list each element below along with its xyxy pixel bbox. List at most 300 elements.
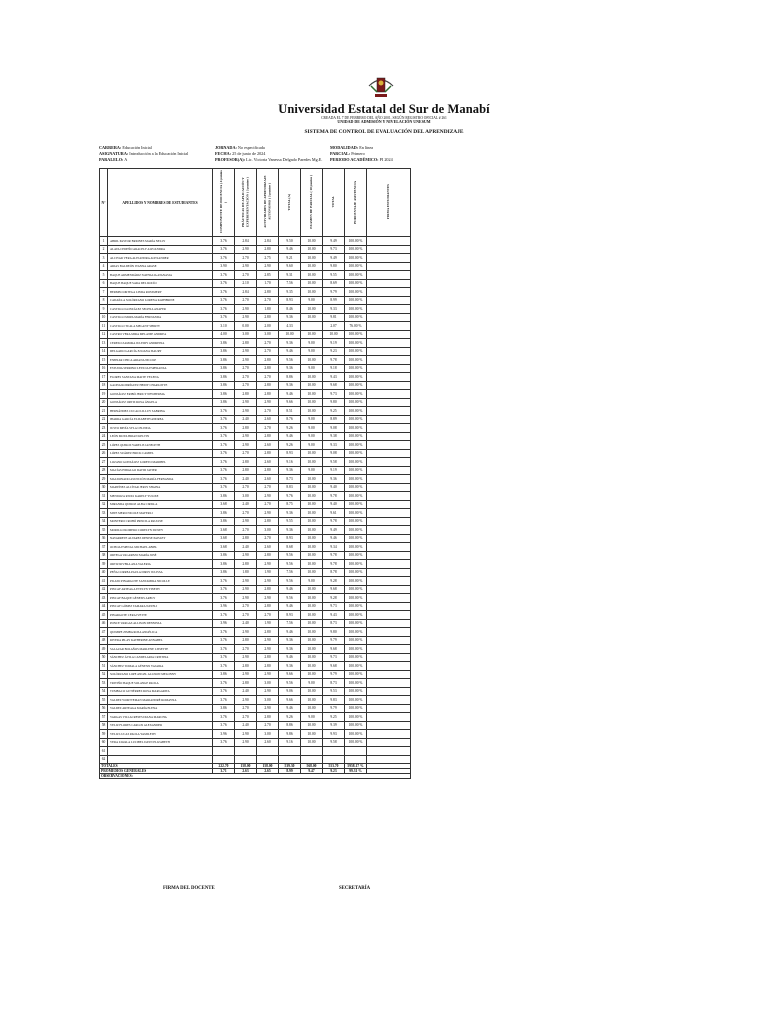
grade-cell: 10.00 xyxy=(301,534,323,543)
grade-cell: 3.76 xyxy=(213,662,235,671)
grade-cell: 9.56 xyxy=(279,356,301,365)
table-row xyxy=(100,747,411,756)
table-row xyxy=(100,687,411,696)
row-number: 28 xyxy=(100,466,108,475)
student-name: LÓPEZ QUIROZ YARELIS JANELETH xyxy=(108,441,213,450)
grade-cell xyxy=(301,755,323,764)
grade-cell: 3.76 xyxy=(213,407,235,416)
student-name: MONTERO CROHÓ PRISCILA PAULISE xyxy=(108,517,213,526)
grade-cell: 2.90 xyxy=(235,432,257,441)
grade-cell: 2.70 xyxy=(257,407,279,416)
grade-cell: 2.80 xyxy=(257,602,279,611)
grade-cell: 9.73 xyxy=(323,653,345,662)
row-number: 42 xyxy=(100,585,108,594)
row-number: 54 xyxy=(100,687,108,696)
grade-cell: 2.70 xyxy=(235,364,257,373)
grade-cell: 9.08 xyxy=(323,424,345,433)
grade-cell: 10.00 xyxy=(301,356,323,365)
table-row xyxy=(100,271,411,280)
row-number: 51 xyxy=(100,662,108,671)
row-number: 5 xyxy=(100,271,108,280)
grade-cell: 2.90 xyxy=(235,594,257,603)
grade-cell: 100.00 % xyxy=(345,254,367,263)
grade-cell: 2.60 xyxy=(257,475,279,484)
table-row xyxy=(100,381,411,390)
grade-cell: 8.99 xyxy=(323,296,345,305)
grade-cell: 9.78 xyxy=(323,517,345,526)
paralelo-value: A xyxy=(124,157,128,162)
grade-cell: 9.80 xyxy=(323,628,345,637)
signature-cell xyxy=(367,432,411,441)
grade-cell: 2.90 xyxy=(235,305,257,314)
grade-cell: 2.90 xyxy=(235,398,257,407)
row-number: 39 xyxy=(100,560,108,569)
student-name: IBARRA GARCÍA ELIZABETH ANDREA xyxy=(108,415,213,424)
table-row xyxy=(100,262,411,271)
table-row xyxy=(100,398,411,407)
grade-cell: 2.80 xyxy=(257,432,279,441)
row-number: 17 xyxy=(100,373,108,382)
row-number: 32 xyxy=(100,500,108,509)
parcial-value: Primero xyxy=(351,151,365,156)
grade-cell: 9.49 xyxy=(323,237,345,246)
grade-cell: 8.73 xyxy=(323,679,345,688)
signature-cell xyxy=(367,560,411,569)
student-name: DELGADO GARCÍA JULIANA ISAURY xyxy=(108,347,213,356)
student-name: MITE MERO NICOLE MAYERLI xyxy=(108,509,213,518)
table-row xyxy=(100,279,411,288)
grade-cell: 9.80 xyxy=(323,398,345,407)
grade-cell: 2.40 xyxy=(235,415,257,424)
grade-cell: 2.84 xyxy=(235,237,257,246)
grade-cell: 1.90 xyxy=(257,619,279,628)
jornada-label: JORNADA: xyxy=(215,145,237,150)
student-name: QUIMIPE ZIMBA ROSA ANGÉLICA xyxy=(108,628,213,637)
grade-cell: 3.76 xyxy=(213,296,235,305)
table-row xyxy=(100,449,411,458)
grade-cell: 10.00 xyxy=(301,492,323,501)
grade-cell: 9.36 xyxy=(279,526,301,535)
grade-cell: 2.70 xyxy=(235,704,257,713)
table-row xyxy=(100,356,411,365)
student-name: MENDOZA RIVAS KARELY YULIXE xyxy=(108,492,213,501)
grade-cell: 2.80 xyxy=(257,288,279,297)
grade-cell: 10.00 xyxy=(301,543,323,552)
student-name: JUSTO MEJÍA SYLA CELINDA xyxy=(108,424,213,433)
grade-cell xyxy=(345,755,367,764)
grade-cell: 10.00 xyxy=(301,407,323,416)
grade-cell: 100.00 % xyxy=(345,568,367,577)
grade-cell: 100.00 % xyxy=(345,237,367,246)
grade-cell: 9.26 xyxy=(279,424,301,433)
table-row xyxy=(100,653,411,662)
grade-cell: 2.80 xyxy=(235,636,257,645)
signature-cell xyxy=(367,322,411,331)
grade-cell: 2.80 xyxy=(257,653,279,662)
grade-cell: 9.36 xyxy=(279,509,301,518)
total-cell: 222.70 xyxy=(213,764,235,769)
grade-cell: 9.53 xyxy=(323,687,345,696)
table-row xyxy=(100,670,411,679)
signature-cell xyxy=(367,526,411,535)
grade-cell: 9.68 xyxy=(323,645,345,654)
student-name: CADAÍLLA SOLÓRZANO LORENA KATHERINE xyxy=(108,296,213,305)
grade-cell: 2.80 xyxy=(257,449,279,458)
grade-cell: 10.00 xyxy=(301,398,323,407)
grade-cell: 9.76 xyxy=(279,492,301,501)
grade-cell: 100.00 % xyxy=(345,296,367,305)
grade-cell: 100.00 % xyxy=(345,738,367,747)
grade-cell: 9.33 xyxy=(323,441,345,450)
grade-cell: 2.90 xyxy=(235,577,257,586)
grade-cell: 2.80 xyxy=(235,560,257,569)
row-number: 46 xyxy=(100,619,108,628)
signature-cell xyxy=(367,687,411,696)
grade-cell: 9.36 xyxy=(279,381,301,390)
row-number: 2 xyxy=(100,245,108,254)
grade-cell: 9.19 xyxy=(323,466,345,475)
grade-cell: 9.79 xyxy=(323,670,345,679)
signature-cell xyxy=(367,356,411,365)
grade-cell: 3.76 xyxy=(213,424,235,433)
student-name: LEÓN MOYA BRIAN KELVIN xyxy=(108,432,213,441)
grade-cell: 100.00 % xyxy=(345,704,367,713)
row-number: 7 xyxy=(100,288,108,297)
row-number: 47 xyxy=(100,628,108,637)
jornada-value: No especificada xyxy=(237,145,265,150)
student-name: PINARGOTE CERA IVETTE xyxy=(108,611,213,620)
grade-cell: 2.70 xyxy=(257,296,279,305)
grade-cell xyxy=(235,747,257,756)
grade-cell: 4.00 xyxy=(213,330,235,339)
grade-cell: 3.76 xyxy=(213,687,235,696)
total-cell: 553.70 xyxy=(323,764,345,769)
signature-cell xyxy=(367,449,411,458)
grade-cell xyxy=(257,747,279,756)
carrera-value: Educación Inicial xyxy=(122,145,152,150)
signature-cell xyxy=(367,305,411,314)
grade-cell: 3.00 xyxy=(257,330,279,339)
grade-cell: 2.70 xyxy=(235,483,257,492)
grade-cell: 9.46 xyxy=(279,704,301,713)
grade-cell: 10.00 xyxy=(301,611,323,620)
info-column-2 xyxy=(215,145,322,163)
grade-cell: 9.28 xyxy=(323,577,345,586)
grade-cell: 8.89 xyxy=(323,415,345,424)
university-logo xyxy=(361,72,401,102)
row-number: 57 xyxy=(100,713,108,722)
signature-cell xyxy=(367,390,411,399)
row-number: 55 xyxy=(100,696,108,705)
grade-cell: 9.56 xyxy=(279,577,301,586)
student-name: ESPINAR CHICA ARIANA NICOLE xyxy=(108,356,213,365)
grade-cell: 9.31 xyxy=(279,271,301,280)
row-number: 14 xyxy=(100,347,108,356)
grade-cell: 3.86 xyxy=(213,347,235,356)
table-row xyxy=(100,636,411,645)
row-number: 19 xyxy=(100,390,108,399)
average-cell: 9.47 xyxy=(301,769,323,774)
table-row xyxy=(100,560,411,569)
grade-cell: 10.00 xyxy=(301,730,323,739)
signature-cell xyxy=(367,747,411,756)
grade-cell: 3.86 xyxy=(213,509,235,518)
grade-cell: 100.00 % xyxy=(345,390,367,399)
grade-cell: 3.68 xyxy=(213,526,235,535)
signature-cell xyxy=(367,237,411,246)
grade-cell: 8.51 xyxy=(279,407,301,416)
row-number: 21 xyxy=(100,407,108,416)
signature-cell xyxy=(367,611,411,620)
grade-cell: 100.00 % xyxy=(345,441,367,450)
grade-cell: 2.80 xyxy=(257,585,279,594)
grade-cell: 9.36 xyxy=(279,313,301,322)
grade-cell: 2.80 xyxy=(235,458,257,467)
table-row xyxy=(100,313,411,322)
row-number: 12 xyxy=(100,330,108,339)
grade-cell: 100.00 % xyxy=(345,509,367,518)
row-number: 11 xyxy=(100,322,108,331)
student-name: MARTÍNEZ ALCÍVAR JERLY SHAINA xyxy=(108,483,213,492)
grade-cell: 9.46 xyxy=(279,347,301,356)
header-autonomo xyxy=(257,169,279,237)
signature-cell xyxy=(367,585,411,594)
grade-cell: 2.80 xyxy=(235,662,257,671)
averages-label: PROMEDIOS GENERALES xyxy=(100,769,213,774)
grade-cell: 3.76 xyxy=(213,679,235,688)
asignatura-label: ASIGNATURA: xyxy=(99,151,129,156)
grade-cell: 9.56 xyxy=(279,594,301,603)
grade-cell: 100.00 % xyxy=(345,611,367,620)
grade-cell: 100.00 % xyxy=(345,466,367,475)
grade-cell: 10.00 xyxy=(279,330,301,339)
student-name: HERNÁNDEZ CUCAO LILLUY SABRINA xyxy=(108,407,213,416)
grade-cell: 100.00 % xyxy=(345,670,367,679)
signature-cell xyxy=(367,288,411,297)
row-number: 37 xyxy=(100,543,108,552)
grade-cell: 10.00 xyxy=(301,551,323,560)
grade-cell: 3.68 xyxy=(213,534,235,543)
grade-cell: 2.70 xyxy=(235,449,257,458)
grade-cell: 7.56 xyxy=(279,619,301,628)
table-header-row xyxy=(100,169,411,237)
grade-cell: 3.86 xyxy=(213,373,235,382)
grade-cell: 2.80 xyxy=(235,466,257,475)
grade-cell: 9.68 xyxy=(323,381,345,390)
signature-cell xyxy=(367,475,411,484)
student-name: VALDEZ WORTTEMAN MARIANDRÉ ROMAYNA xyxy=(108,696,213,705)
grade-cell: 2.90 xyxy=(235,313,257,322)
grade-cell: 3.76 xyxy=(213,237,235,246)
secretary-signature-label: SECRETARÍA xyxy=(339,886,371,891)
grade-cell: 9.83 xyxy=(323,696,345,705)
signature-cell xyxy=(367,313,411,322)
grade-cell: 9.80 xyxy=(323,262,345,271)
grade-cell: 2.70 xyxy=(257,611,279,620)
grade-cell: 3.76 xyxy=(213,713,235,722)
grade-cell: 3.90 xyxy=(213,262,235,271)
grade-cell: 2.90 xyxy=(257,704,279,713)
grade-cell: 8.86 xyxy=(279,721,301,730)
grade-cell: 2.60 xyxy=(257,441,279,450)
grade-cell: 8.86 xyxy=(279,373,301,382)
grade-cell: 9.00 xyxy=(301,432,323,441)
grade-cell: 3.76 xyxy=(213,313,235,322)
signature-cell xyxy=(367,568,411,577)
grade-cell: 10.00 xyxy=(301,237,323,246)
signature-cell xyxy=(367,577,411,586)
header-total-a xyxy=(279,169,301,237)
header-number: N° xyxy=(100,169,108,237)
table-row xyxy=(100,296,411,305)
header-student-name: APELLIDOS Y NOMBRES DE ESTUDIANTES xyxy=(108,169,213,237)
grade-cell: 3.86 xyxy=(213,704,235,713)
row-number: 34 xyxy=(100,517,108,526)
student-name: SALAZAR BOLAÑOS MARLENE LISSETTE xyxy=(108,645,213,654)
grade-cell: 9.00 xyxy=(301,441,323,450)
grade-cell: 10.00 xyxy=(323,330,345,339)
grade-cell: 9.43 xyxy=(323,373,345,382)
grade-cell: 10.00 xyxy=(301,568,323,577)
student-name: SÁNCHEZ TOMALA GÉNESIS YAJAIRA xyxy=(108,662,213,671)
signature-cell xyxy=(367,492,411,501)
table-row xyxy=(100,373,411,382)
grade-cell: 2.70 xyxy=(257,721,279,730)
grade-cell: 100.00 % xyxy=(345,262,367,271)
grade-cell: 3.76 xyxy=(213,441,235,450)
grade-cell: 10.00 xyxy=(301,594,323,603)
grade-cell: 10.00 xyxy=(301,602,323,611)
table-row xyxy=(100,619,411,628)
grade-cell: 9.18 xyxy=(323,364,345,373)
grade-cell: 2.70 xyxy=(257,424,279,433)
grade-cell: 3.76 xyxy=(213,594,235,603)
grade-cell xyxy=(279,755,301,764)
grade-cell: 9.46 xyxy=(279,390,301,399)
signature-cell xyxy=(367,628,411,637)
student-name: VERA ZAVALA LUCIBEL DAYN ELIZABETH xyxy=(108,738,213,747)
grade-cell: 2.90 xyxy=(235,670,257,679)
profesor-value: Lic. Victoria Vanessa Delgado Paredes Mg.E. xyxy=(246,157,323,162)
table-row xyxy=(100,492,411,501)
grade-cell: 9.26 xyxy=(279,713,301,722)
signature-cell xyxy=(367,619,411,628)
grade-cell: 2.90 xyxy=(235,738,257,747)
table-row xyxy=(100,679,411,688)
student-name: ALAVA CEDEÑO ARACELY ALEJANDRA xyxy=(108,245,213,254)
grade-cell: 8.73 xyxy=(323,619,345,628)
grade-cell: 100.00 % xyxy=(345,347,367,356)
row-number: 52 xyxy=(100,670,108,679)
grade-cell: 2.80 xyxy=(257,628,279,637)
grade-cell: 9.49 xyxy=(323,526,345,535)
student-name: VALDEZ ARTEAGA MARÍA ELENA xyxy=(108,704,213,713)
table-row xyxy=(100,577,411,586)
grade-cell xyxy=(257,755,279,764)
grade-cell: 100.00 % xyxy=(345,415,367,424)
grade-cell: 3.76 xyxy=(213,611,235,620)
grade-cell: 100.00 % xyxy=(345,305,367,314)
table-row xyxy=(100,517,411,526)
grade-cell: 9.16 xyxy=(279,738,301,747)
grade-cell: 9.46 xyxy=(279,245,301,254)
grade-cell: 100.00 % xyxy=(345,645,367,654)
grade-cell: 8.93 xyxy=(279,296,301,305)
paralelo-label: PARALELO: xyxy=(99,157,124,162)
grade-cell: 7.56 xyxy=(279,279,301,288)
grade-cell: 2.70 xyxy=(257,373,279,382)
row-number: 4 xyxy=(100,262,108,271)
grade-cell: 2.90 xyxy=(235,517,257,526)
grade-cell: 3.86 xyxy=(213,398,235,407)
grade-cell: 8.83 xyxy=(279,483,301,492)
university-subtitle xyxy=(0,116,768,125)
university-title: Universidad Estatal del Sur de Manabí xyxy=(278,102,490,116)
grade-cell: 9.40 xyxy=(323,483,345,492)
grade-cell: 0.00 xyxy=(235,322,257,331)
grade-cell: 2.80 xyxy=(257,551,279,560)
grade-cell: 8.69 xyxy=(323,279,345,288)
grade-cell: 9.93 xyxy=(323,730,345,739)
grade-cell: 9.55 xyxy=(323,271,345,280)
grade-cell: 9.34 xyxy=(323,543,345,552)
signature-cell xyxy=(367,602,411,611)
row-number: 6 xyxy=(100,279,108,288)
grade-cell: 2.70 xyxy=(257,534,279,543)
student-name xyxy=(108,755,213,764)
signature-cell xyxy=(367,364,411,373)
grade-cell: 100.00 % xyxy=(345,432,367,441)
student-name: ABRIL PASTOR BRIONES MARÍA NELLY xyxy=(108,237,213,246)
grade-cell: 9.19 xyxy=(323,339,345,348)
grade-cell: 1.80 xyxy=(257,305,279,314)
grade-cell: 3.86 xyxy=(213,517,235,526)
row-number: 35 xyxy=(100,526,108,535)
header-docencia xyxy=(213,169,235,237)
grade-cell: 100.00 % xyxy=(345,628,367,637)
student-name: ALCIVAR VERA ALEJANDRA ALEXANDER xyxy=(108,254,213,263)
periodo-value: PI 2024 xyxy=(379,157,393,162)
grade-cell: 100.00 % xyxy=(345,560,367,569)
grade-cell: 9.79 xyxy=(323,636,345,645)
signature-cell xyxy=(367,254,411,263)
grade-cell: 2.90 xyxy=(257,636,279,645)
student-name: LOZANO GONZÁLEZ LORETO MARIBEL xyxy=(108,458,213,467)
grade-cell: 10.00 xyxy=(301,475,323,484)
signature-cell xyxy=(367,662,411,671)
grade-cell: 2.90 xyxy=(235,551,257,560)
row-number: 61 xyxy=(100,747,108,756)
grade-cell: 3.96 xyxy=(213,730,235,739)
modalidad-value: En línea xyxy=(359,145,374,150)
table-row xyxy=(100,466,411,475)
average-cell: 9.23 xyxy=(323,769,345,774)
grade-cell: 8.93 xyxy=(279,534,301,543)
grade-cell: 1.90 xyxy=(257,568,279,577)
signature-cell xyxy=(367,738,411,747)
table-row xyxy=(100,458,411,467)
grade-cell: 9.73 xyxy=(323,602,345,611)
grade-cell: 3.68 xyxy=(213,543,235,552)
asignatura-value: Introducción a la Educación Inicial xyxy=(129,151,189,156)
grade-cell: 3.76 xyxy=(213,458,235,467)
total-cell: 158.00 xyxy=(235,764,257,769)
grade-cell: 3.86 xyxy=(213,560,235,569)
grade-cell xyxy=(213,755,235,764)
table-row xyxy=(100,602,411,611)
header-total-text: TOTAL xyxy=(331,196,336,208)
grade-cell: 10.00 xyxy=(301,458,323,467)
